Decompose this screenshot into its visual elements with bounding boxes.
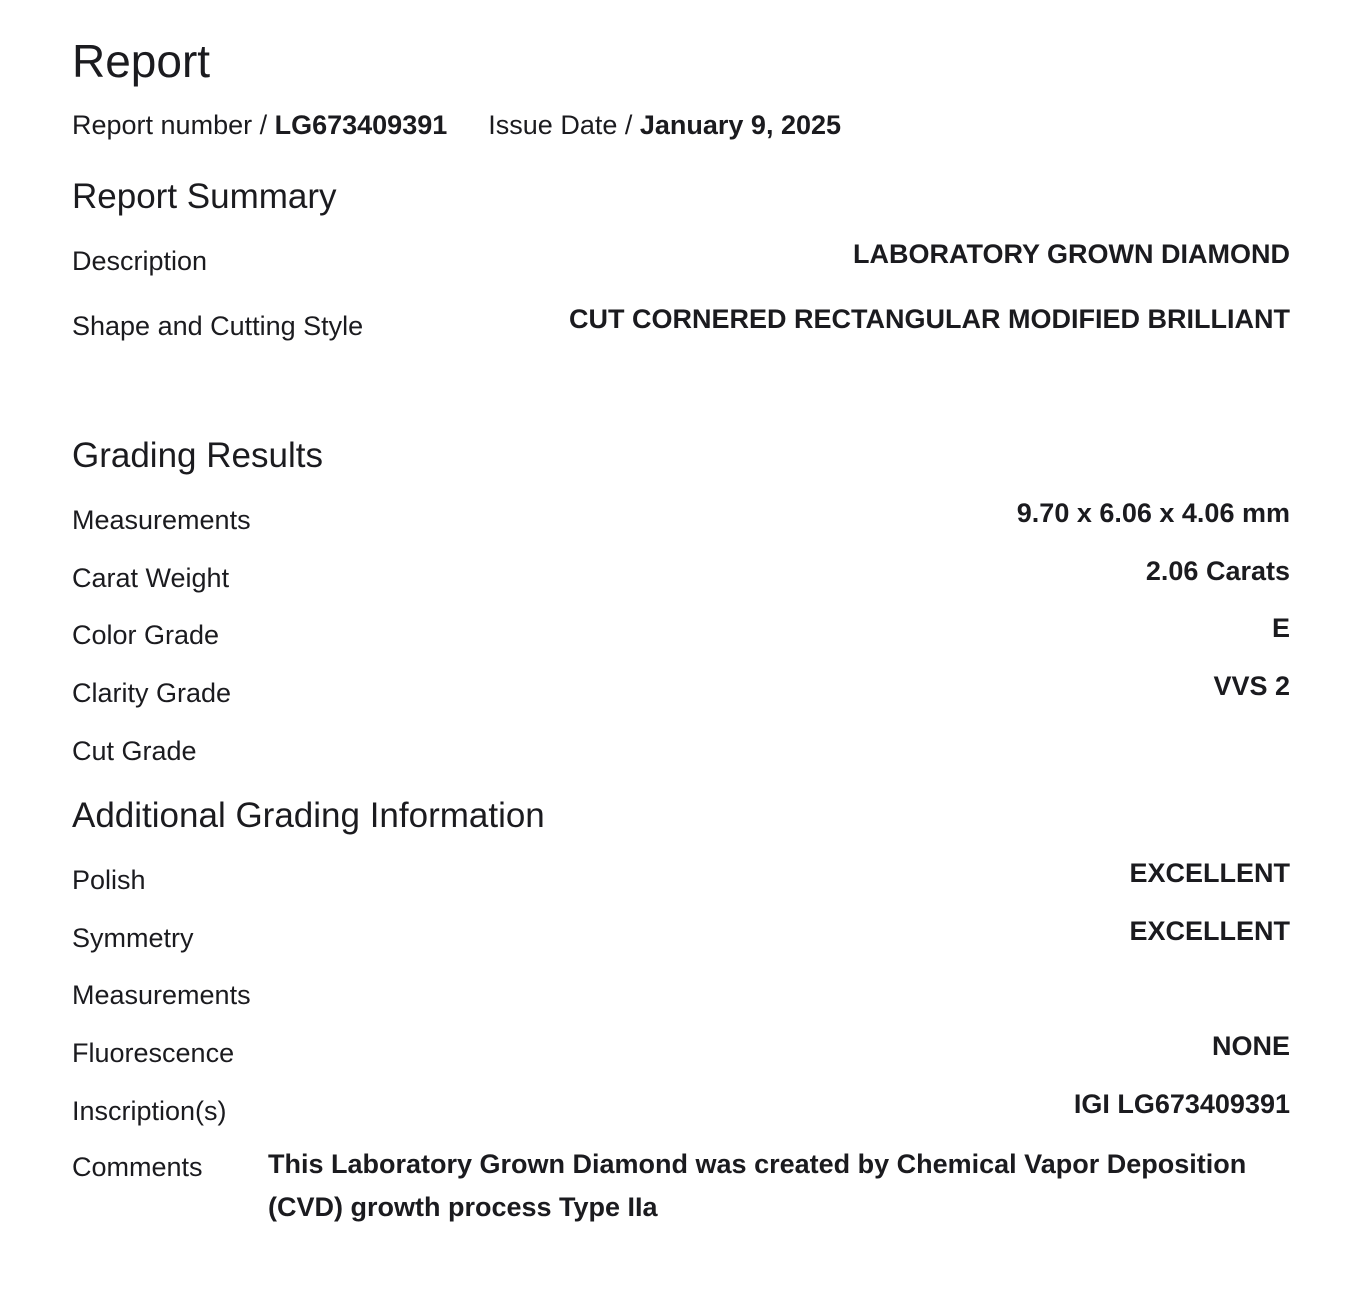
comments-label: Comments [72,1152,203,1182]
row-value: 9.70 x 6.06 x 4.06 mm [1016,498,1290,528]
row-description [72,239,1290,284]
row-value: EXCELLENT [1129,916,1290,946]
row-fluorescence [72,1031,1290,1076]
row-value: LABORATORY GROWN DIAMOND [853,239,1290,269]
report-number-label: Report number / [72,110,268,140]
report-number-value: LG673409391 [274,110,448,140]
row-label: Measurements [72,980,251,1010]
row-inscriptions [72,1089,1290,1134]
row-symmetry [72,916,1290,961]
section-title-report-summary: Report Summary [72,177,337,216]
row-value: CUT CORNERED RECTANGULAR MODIFIED BRILLIANT [569,304,1290,334]
row-cut-grade [72,734,1290,774]
row-label: Clarity Grade [72,678,232,708]
section-title-additional-grading-information: Additional Grading Information [72,796,545,835]
row-polish [72,858,1290,903]
row-color-grade [72,613,1290,658]
row-label: Fluorescence [72,1038,235,1068]
report-meta [72,108,841,142]
row-label: Carat Weight [72,563,230,593]
row-label: Measurements [72,505,251,535]
row-value: 2.06 Carats [1145,556,1290,586]
row-value: E [1271,613,1290,643]
row-measurements [72,498,1290,543]
issue-date-label: Issue Date / [488,110,633,140]
comments-value: This Laboratory Grown Diamond was created by Chemical Vapor Deposition (CVD) growth process Type IIa [268,1149,1247,1222]
row-value: VVS 2 [1213,671,1290,701]
row-label: Inscription(s) [72,1096,227,1126]
row-clarity-grade [72,671,1290,716]
row-label: Color Grade [72,620,220,650]
row-label: Cut Grade [72,736,197,766]
row-value: IGI LG673409391 [1073,1089,1290,1119]
section-title-grading-results: Grading Results [72,436,323,475]
page-title: Report [72,35,211,87]
row-label: Polish [72,865,146,895]
row-carat-weight [72,556,1290,601]
row-label: Description [72,246,208,276]
row-additional-measurements [72,978,1290,1018]
row-label: Symmetry [72,923,194,953]
issue-date-value: January 9, 2025 [639,110,842,140]
row-value: EXCELLENT [1129,858,1290,888]
row-shape-and-cutting-style [72,304,1290,349]
row-value: NONE [1211,1031,1290,1061]
row-label: Shape and Cutting Style [72,311,364,341]
